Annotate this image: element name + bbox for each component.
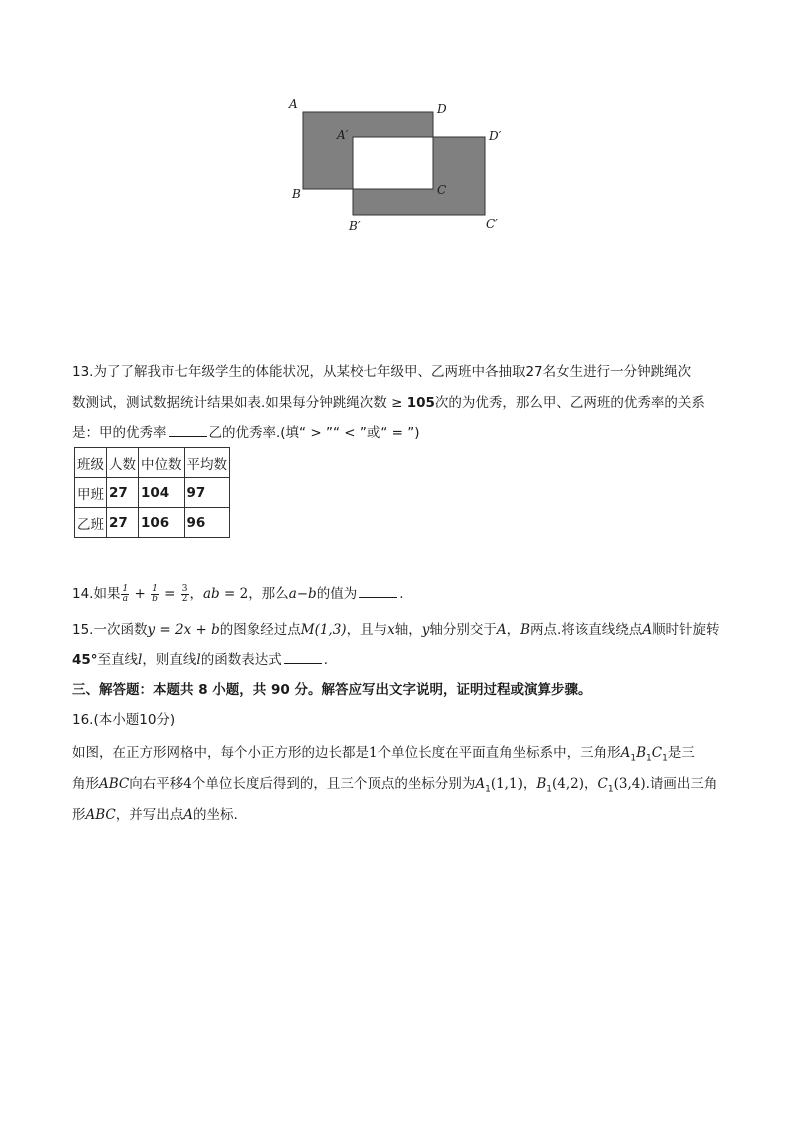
q15-line-l: l bbox=[138, 652, 143, 668]
q16-text: 的坐标. bbox=[193, 807, 238, 823]
q13-data-table bbox=[74, 447, 230, 538]
q15-point-b: B bbox=[520, 622, 531, 638]
table-cell: 27 bbox=[107, 478, 139, 508]
q16-text: 形 bbox=[72, 807, 86, 823]
q16-number: 4 bbox=[183, 776, 192, 792]
q15-x: x bbox=[387, 622, 395, 638]
label-A: A bbox=[289, 97, 298, 111]
table-cell: 104 bbox=[139, 478, 185, 508]
q16-text: 如图，在正方形网格中，每个小正方形的边长都是 bbox=[72, 745, 369, 761]
q16-triangle-abc: ABC bbox=[99, 776, 130, 792]
q16-text: ， bbox=[522, 776, 537, 792]
fraction-numerator: 1 bbox=[152, 583, 158, 594]
q16-line-2 bbox=[72, 774, 717, 800]
label-B: B bbox=[292, 187, 301, 201]
q16-subscript: 1 bbox=[630, 753, 637, 764]
q16-header: 16.(本小题10分) bbox=[72, 712, 176, 728]
label-D: D bbox=[437, 102, 447, 116]
q13-line-2-c: 次的为优秀，那么甲、乙两班的优秀率的关系 bbox=[434, 395, 705, 411]
q16-vertex: B bbox=[536, 776, 547, 792]
q15-text: ， bbox=[506, 622, 521, 638]
q14-expression: a−b bbox=[288, 586, 317, 602]
q16-vertex: A bbox=[475, 776, 486, 792]
fraction-denominator: b bbox=[152, 593, 158, 604]
table-header: 平均数 bbox=[184, 448, 230, 478]
table-row bbox=[75, 478, 230, 508]
q13-line-3-a: 是：甲的优秀率 bbox=[72, 425, 167, 441]
plus-sign: + bbox=[130, 586, 151, 602]
table-cell: 97 bbox=[184, 478, 230, 508]
q16-vertex: C bbox=[597, 776, 608, 792]
q15-end: . bbox=[323, 652, 328, 668]
table-header: 人数 bbox=[107, 448, 139, 478]
q16-vertex: A bbox=[620, 745, 631, 761]
q16-subscript: 1 bbox=[646, 753, 652, 764]
table-header-row bbox=[75, 448, 230, 478]
q16-vertex: B bbox=[636, 745, 646, 761]
q16-text: 个单位长度后得到的，且三个顶点的坐标分别为 bbox=[191, 776, 476, 792]
label-C: C bbox=[437, 183, 447, 197]
q16-subscript: 1 bbox=[662, 753, 668, 764]
q15-angle: 45° bbox=[72, 652, 98, 668]
fraction-denominator: a bbox=[122, 593, 129, 604]
q13-line-2-a: 数测试，测试数据统计结果如表.如果每分钟跳绳次数 ≥ bbox=[72, 395, 407, 411]
q15-text: 轴分别交于 bbox=[429, 622, 497, 638]
q14-comma: ， bbox=[189, 586, 203, 602]
q16-text: ， bbox=[584, 776, 598, 792]
q14-ab: ab bbox=[203, 586, 220, 602]
q13-line-2 bbox=[72, 393, 705, 413]
q14-ab-value: = 2 bbox=[219, 586, 249, 602]
equals-sign: = bbox=[159, 586, 180, 602]
q15-line-2 bbox=[72, 650, 328, 670]
q13-threshold: 105 bbox=[406, 395, 435, 411]
q15-text: 至直线 bbox=[97, 652, 139, 668]
section-3-heading: 三、解答题：本题共 8 小题，共 90 分。解答应写出文字说明，证明过程或演算步骤。 bbox=[72, 682, 592, 698]
q15-point-m: M(1,3) bbox=[300, 622, 347, 638]
fraction-numerator: 3 bbox=[181, 583, 188, 594]
table-cell: 甲班 bbox=[75, 478, 107, 508]
q16-coordinate: (4,2) bbox=[552, 776, 585, 792]
label-C-prime: C′ bbox=[486, 217, 498, 231]
q14-answer-blank[interactable] bbox=[359, 585, 397, 598]
label-D-prime: D′ bbox=[489, 129, 502, 143]
q16-subscript: 1 bbox=[485, 784, 491, 795]
q16-subscript: 1 bbox=[546, 784, 552, 795]
q15-function: y = 2x + b bbox=[147, 622, 220, 638]
q16-text: 向右平移 bbox=[129, 776, 184, 792]
q16-line-1 bbox=[72, 743, 695, 769]
fraction-1-over-b bbox=[151, 585, 159, 604]
table-cell: 106 bbox=[139, 508, 185, 538]
table-row bbox=[75, 508, 230, 538]
question-14 bbox=[72, 584, 404, 604]
table-header: 班级 bbox=[75, 448, 107, 478]
q16-coordinate: (1,1) bbox=[490, 776, 523, 792]
q16-coordinate: (3,4) bbox=[613, 776, 646, 792]
q15-text: 15.一次函数 bbox=[72, 622, 148, 638]
q15-text: 轴， bbox=[394, 622, 422, 638]
q16-subscript: 1 bbox=[607, 784, 614, 795]
label-A-prime: A′ bbox=[337, 128, 349, 142]
q16-text: 个单位长度在平面直角坐标系中，三角形 bbox=[377, 745, 621, 761]
q14-suffix: 的值为 bbox=[316, 586, 358, 602]
q13-line-3-b: 乙的优秀率.(填“ > ”“ < ”或“ = ”) bbox=[208, 425, 420, 441]
q15-line-l: l bbox=[196, 652, 201, 668]
q15-text: ，且与 bbox=[346, 622, 388, 638]
table-cell: 乙班 bbox=[75, 508, 107, 538]
q16-triangle-abc: ABC bbox=[85, 807, 116, 823]
q15-text: 两点.将该直线绕点 bbox=[530, 622, 643, 638]
q16-number: 1 bbox=[369, 745, 378, 761]
fraction-3-over-2 bbox=[181, 585, 189, 604]
table-cell: 96 bbox=[184, 508, 230, 538]
q15-y: y bbox=[421, 622, 430, 638]
q16-vertex: A bbox=[183, 807, 193, 823]
label-B-prime: B′ bbox=[349, 219, 361, 233]
q14-prefix: 14.如果 bbox=[72, 586, 121, 602]
q15-point-a: A bbox=[496, 622, 507, 638]
fraction-denominator: 2 bbox=[181, 593, 188, 604]
q15-text: ，则直线 bbox=[142, 652, 197, 668]
fraction-1-over-a bbox=[121, 585, 129, 604]
q16-text: .请画出三角 bbox=[645, 776, 718, 792]
q15-text: 的函数表达式 bbox=[200, 652, 282, 668]
q13-line-1: 13.为了了解我市七年级学生的体能状况，从某校七年级甲、乙两班中各抽取27名女生进行一分钟跳绳次 bbox=[72, 364, 692, 380]
q16-text: 角形 bbox=[72, 776, 99, 792]
overlap-region bbox=[353, 137, 433, 189]
q14-then: ，那么 bbox=[248, 586, 289, 602]
fraction-numerator: 1 bbox=[122, 583, 129, 594]
q16-text: ，并写出点 bbox=[115, 807, 184, 823]
q15-answer-blank[interactable] bbox=[284, 651, 322, 664]
table-header: 中位数 bbox=[139, 448, 185, 478]
q16-line-3 bbox=[72, 805, 238, 825]
q16-text: 是三 bbox=[667, 745, 695, 761]
q15-line-1 bbox=[72, 620, 720, 640]
q14-end: . bbox=[399, 586, 404, 602]
rectangles-svg bbox=[0, 0, 794, 260]
q15-point-a: A bbox=[642, 622, 653, 638]
q13-answer-blank[interactable] bbox=[169, 424, 207, 437]
table-cell: 27 bbox=[107, 508, 139, 538]
q13-line-3 bbox=[72, 423, 419, 443]
q16-vertex: C bbox=[651, 745, 663, 761]
q15-text: 顺时针旋转 bbox=[652, 622, 720, 638]
q15-text: 的图象经过点 bbox=[219, 622, 301, 638]
